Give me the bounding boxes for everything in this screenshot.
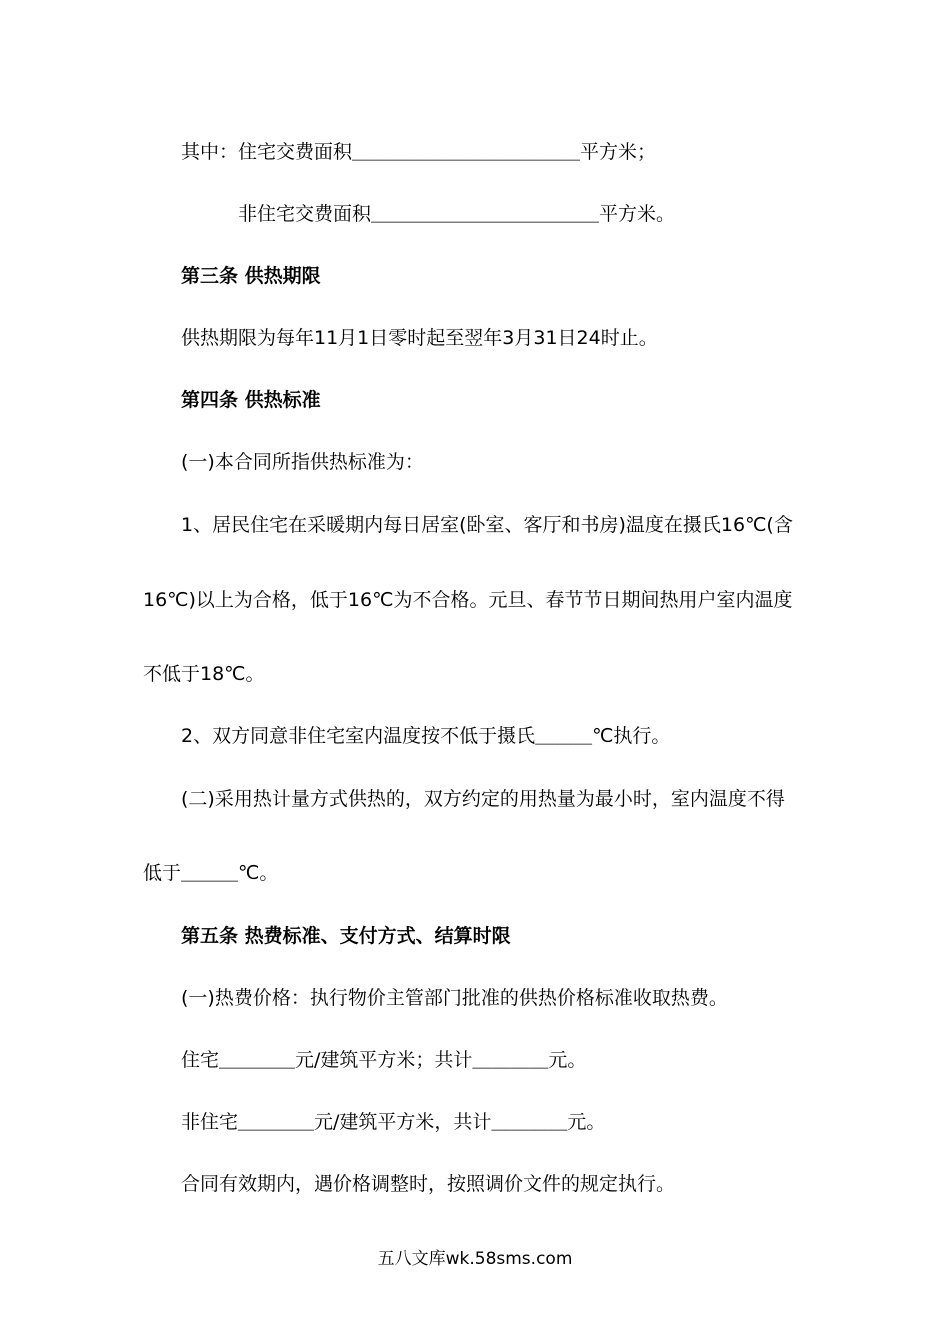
line-price-residential: 住宅＿＿＿＿元/建筑平方米；共计＿＿＿＿元。 (181, 1049, 587, 1071)
line-standard-2: 2、双方同意非住宅室内温度按不低于摄氏＿＿＿℃执行。 (181, 725, 671, 747)
footer-watermark: 五八文库wk.58sms.com (377, 1249, 573, 1269)
line-area-nonresidential: 非住宅交费面积＿＿＿＿＿＿＿＿＿＿＿＿平方米。 (238, 203, 676, 225)
line-price: (一)热费价格：执行物价主管部门批准的供热价格标准收取热费。 (181, 987, 728, 1009)
line-standard-1a: 1、居民住宅在采暖期内每日居室(卧室、客厅和书房)温度在摄氏16℃(含 (181, 514, 793, 536)
line-price-adjustment: 合同有效期内，遇价格调整时，按照调价文件的规定执行。 (181, 1173, 676, 1195)
line-standard-1b: 16℃)以上为合格，低于16℃为不合格。元旦、春节节日期间热用户室内温度 (143, 589, 793, 611)
line-metering-b: 低于＿＿＿℃。 (143, 862, 279, 884)
line-standard-1c: 不低于18℃。 (143, 663, 265, 685)
line-metering-a: (二)采用热计量方式供热的，双方约定的用热量为最小时，室内温度不得 (181, 788, 785, 810)
heading-article-4: 第四条 供热标准 (181, 389, 321, 411)
line-standard-intro: (一)本合同所指供热标准为： (181, 451, 424, 473)
heading-article-5: 第五条 热费标准、支付方式、结算时限 (181, 925, 511, 947)
line-price-nonresidential: 非住宅＿＿＿＿元/建筑平方米，共计＿＿＿＿元。 (181, 1111, 606, 1133)
line-heating-period: 供热期限为每年11月1日零时起至翌年3月31日24时止。 (181, 327, 658, 349)
heading-article-3: 第三条 供热期限 (181, 265, 321, 287)
line-area-residential: 其中：住宅交费面积＿＿＿＿＿＿＿＿＿＿＿＿平方米； (181, 141, 657, 163)
